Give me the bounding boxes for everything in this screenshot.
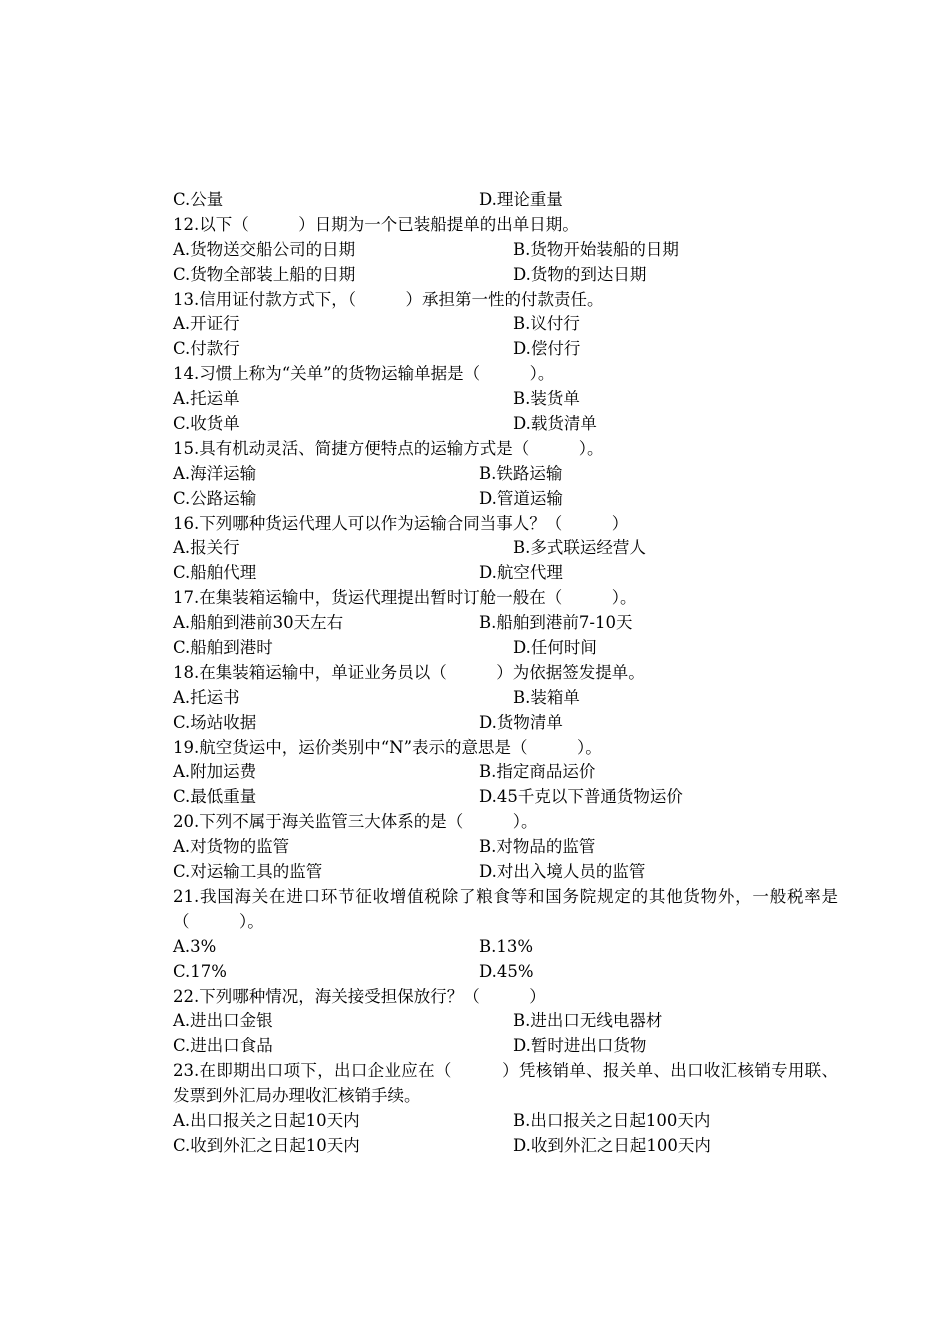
option-row [173, 686, 838, 711]
option-row [173, 1109, 838, 1134]
question-15-stem: 15.具有机动灵活、简捷方便特点的运输方式是（ ）。 [173, 438, 604, 458]
option-a: A.船舶到港前30天左右 [173, 613, 344, 633]
option-d: D.对出入境人员的监管 [479, 862, 646, 882]
option-b: B.出口报关之日起100天内 [513, 1111, 711, 1131]
option-c: C.17% [173, 961, 227, 981]
option-row [173, 611, 838, 636]
option-row [173, 387, 838, 412]
question-20-stem: 20.下列不属于海关监管三大体系的是（ ）。 [173, 812, 538, 832]
option-c: C.收货单 [173, 414, 240, 434]
option-d: D.管道运输 [479, 488, 563, 508]
option-c: C.付款行 [173, 339, 240, 359]
option-b: B.装箱单 [513, 687, 580, 707]
option-d: D.暂时进出口货物 [513, 1036, 647, 1056]
option-d: D.偿付行 [513, 339, 581, 359]
option-b: B.进出口无线电器材 [513, 1011, 663, 1031]
question-19-stem: 19.航空货运中，运价类别中“N”表示的意思是（ ）。 [173, 737, 602, 757]
option-b: B.议付行 [513, 314, 580, 334]
option-b: B.多式联运经营人 [513, 538, 646, 558]
question-14-stem: 14.习惯上称为“关单”的货物运输单据是（ ）。 [173, 364, 555, 384]
option-row [173, 860, 838, 885]
option-c: C.船舶代理 [173, 563, 257, 583]
option-d: D.任何时间 [513, 638, 597, 658]
option-row [173, 561, 838, 586]
option-row [173, 1134, 838, 1159]
option-d: D.载货清单 [513, 414, 597, 434]
question-21-stem: 21.我国海关在进口环节征收增值税除了粮食等和国务院规定的其他货物外，一般税率是（ ）。 [173, 886, 838, 931]
option-c: C.最低重量 [173, 787, 257, 807]
option-row [173, 337, 838, 362]
question-17-stem: 17.在集装箱运输中，货运代理提出暂时订舱一般在（ ）。 [173, 588, 637, 608]
option-row [173, 238, 838, 263]
option-b: B.对物品的监管 [479, 837, 596, 857]
option-b: B.船舶到港前7-10天 [479, 613, 633, 633]
option-row [173, 536, 838, 561]
option-b: B.货物开始装船的日期 [513, 239, 679, 259]
option-a: A.报关行 [173, 538, 240, 558]
option-row [173, 835, 838, 860]
question-16-stem: 16.下列哪种货运代理人可以作为运输合同当事人？（ ） [173, 513, 629, 533]
question-list [173, 188, 838, 1159]
option-a: A.托运单 [173, 389, 240, 409]
option-row [173, 487, 838, 512]
option-row [173, 1034, 838, 1059]
option-c: C.船舶到港时 [173, 638, 273, 658]
option-row [173, 263, 838, 288]
question-12-stem: 12.以下（ ）日期为一个已装船提单的出单日期。 [173, 214, 579, 234]
option-a: A.出口报关之日起10天内 [173, 1111, 360, 1131]
question-18-stem: 18.在集装箱运输中，单证业务员以（ ）为依据签发提单。 [173, 662, 645, 682]
option-a: A.3% [173, 936, 217, 956]
option-a: A.海洋运输 [173, 463, 257, 483]
option-d: D.理论重量 [479, 190, 563, 209]
option-a: A.托运书 [173, 687, 240, 707]
option-a: A.进出口金银 [173, 1011, 273, 1031]
option-d: D.收到外汇之日起100天内 [513, 1135, 711, 1155]
option-c: C.收到外汇之日起10天内 [173, 1135, 360, 1155]
option-row [173, 960, 838, 985]
option-row [173, 1009, 838, 1034]
option-d: D.45% [479, 961, 534, 981]
option-row [173, 412, 838, 437]
question-13-stem: 13.信用证付款方式下，（ ）承担第一性的付款责任。 [173, 289, 604, 309]
option-a: A.附加运费 [173, 762, 257, 782]
option-c: C.货物全部装上船的日期 [173, 264, 356, 284]
option-c: C.公路运输 [173, 488, 257, 508]
option-d: D.航空代理 [479, 563, 563, 583]
option-row [173, 760, 838, 785]
option-d: D.货物的到达日期 [513, 264, 647, 284]
option-a: A.货物送交船公司的日期 [173, 239, 356, 259]
option-c: C.对运输工具的监管 [173, 862, 323, 882]
option-row [173, 188, 838, 213]
option-a: A.对货物的监管 [173, 837, 290, 857]
option-row [173, 935, 838, 960]
option-b: B.13% [479, 936, 534, 956]
option-b: B.装货单 [513, 389, 580, 409]
option-d: D.货物清单 [479, 712, 563, 732]
option-row [173, 462, 838, 487]
question-23-stem: 23.在即期出口项下，出口企业应在（ ）凭核销单、报关单、出口收汇核销专用联、发票到外汇局办理收汇核销手续。 [173, 1061, 838, 1106]
question-22-stem: 22.下列哪种情况，海关接受担保放行？（ ） [173, 986, 546, 1006]
option-b: B.指定商品运价 [479, 762, 596, 782]
option-c: C.公量 [173, 190, 224, 209]
option-c: C.进出口食品 [173, 1036, 273, 1056]
option-a: A.开证行 [173, 314, 240, 334]
option-row [173, 785, 838, 810]
option-d: D.45千克以下普通货物运价 [479, 787, 683, 807]
option-row [173, 312, 838, 337]
option-b: B.铁路运输 [479, 463, 563, 483]
option-row [173, 636, 838, 661]
option-row [173, 711, 838, 736]
option-c: C.场站收据 [173, 712, 257, 732]
